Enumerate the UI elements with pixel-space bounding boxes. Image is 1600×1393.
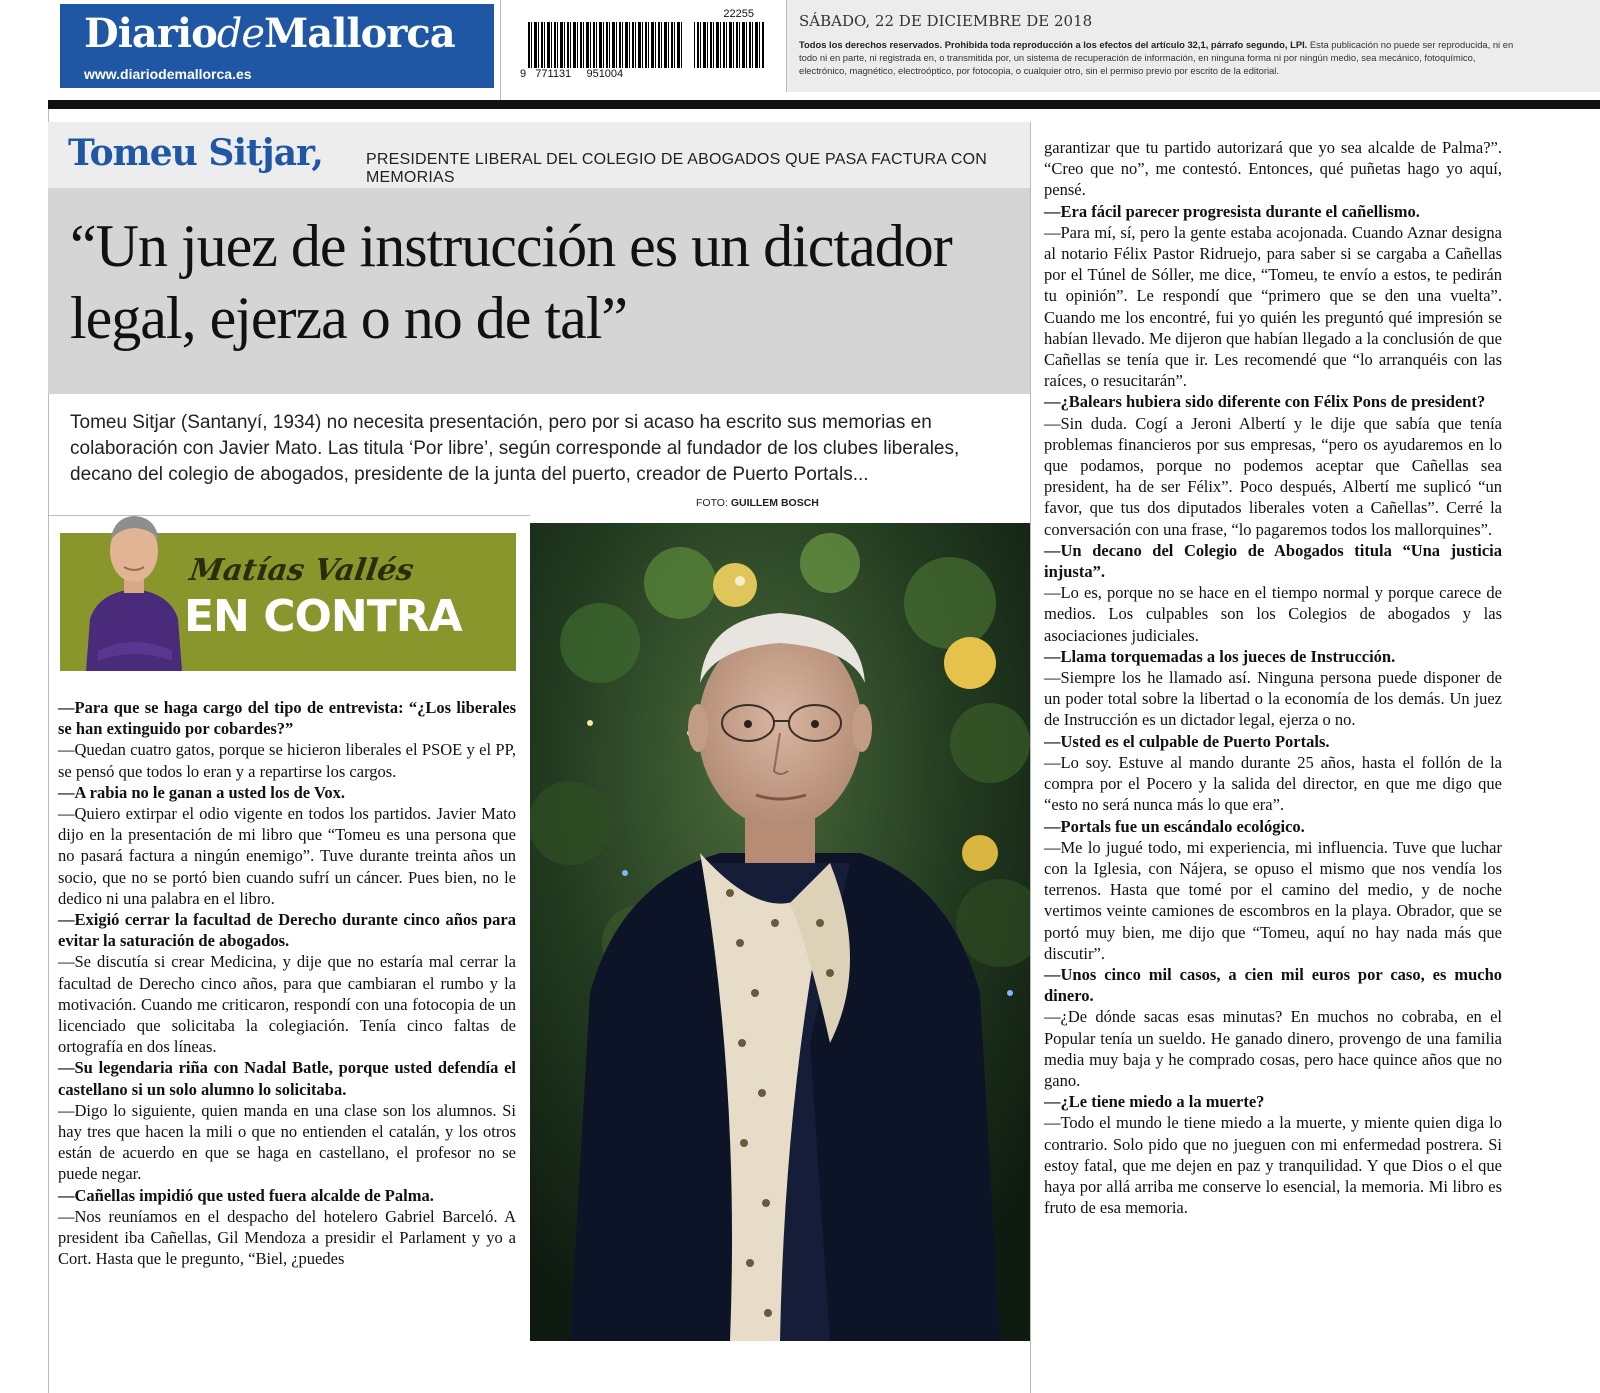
question: —Llama torquemadas a los jueces de Instrucción. [1044, 646, 1396, 666]
interview-column-1 [58, 697, 516, 1269]
answer: —Lo es, porque no se hace en el tiempo normal y porque carece de medios. Los culpables son los Colegios de abogados y las asociaciones judiciales. [1044, 583, 1502, 645]
answer: garantizar que tu partido autorizará que yo sea alcalde de Palma?”. “Creo que no”, me contestó. Entonces, qué puñetas hago yo aquí, pensé. [1044, 138, 1502, 200]
answer: —Todo el mundo le tiene miedo a la muerte, y miente quien diga lo contrario. Solo pido que no jueguen con mi enfermedad postrera. Si estoy fatal, que me dejen en paz y tranquilidad. Y que Dios o el que haya por allá arriba me conserve lo esencial, la memoria. Mi libro es fruto de esa memoria. [1044, 1113, 1502, 1218]
question: —Exigió cerrar la facultad de Derecho durante cinco años para evitar la saturación de abogados. [58, 910, 516, 951]
barcode-addon-number: 22255 [723, 8, 754, 20]
columnist-name: Matías Vallés [187, 553, 416, 588]
question: —¿Le tiene miedo a la muerte? [1044, 1092, 1265, 1112]
answer: —Quiero extirpar el odio vigente en todos los partidos. Javier Mato dijo en la presentación de mi libro que “Tomeu es una persona que no pasará factura a ningún enemigo”. Tuve durante treinta años un socio, que no se portó bien cuando sufrí un cáncer. Pues bien, no le dedico ni una palabra en el libro. [58, 804, 516, 908]
barcode [520, 8, 768, 82]
photo-credit: FOTO: GUILLEM BOSCH [696, 497, 819, 509]
answer: —Lo soy. Estuve al mando durante 25 años, hasta el follón de la compra por el Pocero y la salida del director, en que me digo que “esto no será nunca más lo que era”. [1044, 752, 1502, 815]
answer: —Nos reuníamos en el despacho del hotelero Gabriel Barceló. A president iba Cañellas, Gil Mendoza a presidir el Parlament y yo a Cort. Hasta que le pregunto, “Biel, ¿puedes [58, 1206, 516, 1269]
answer: —¿De dónde sacas esas minutas? En muchos no cobraba, en el Popular tenía un sueldo. He ganado dinero, provengo de una familia media muy baja y he comprado cosas, pero hace quince años que no gano. [1044, 1007, 1502, 1090]
column-title: EN CONTRA [184, 591, 462, 642]
question: —¿Balears hubiera sido diferente con Félix Pons de president? [1044, 392, 1486, 412]
question: —Un decano del Colegio de Abogados titula “Una justicia injusta”. [1044, 540, 1502, 582]
columnist-portrait [80, 501, 188, 671]
answer: —Digo lo siguiente, quien manda en una clase son los alumnos. Si hay tres que hacen la mili o que no entienden el catalán, y los otros están de acuerdo en que se haga en castellano, el profesor no se puede negar. [58, 1100, 516, 1184]
answer: —Quedan cuatro gatos, porque se hicieron liberales el PSOE y el PP, se pensó que todos lo eran y a repartirse los cargos. [58, 740, 516, 781]
masthead-rule [48, 100, 1600, 109]
question: —Unos cinco mil casos, a cien mil euros por caso, es mucho dinero. [1044, 964, 1502, 1006]
masthead-info [786, 0, 1600, 92]
column-header [60, 533, 516, 671]
question: —Usted es el culpable de Puerto Portals. [1044, 731, 1330, 751]
name-band [48, 122, 1030, 188]
barcode-bars-icon [528, 22, 764, 68]
question: —Su legendaria riña con Nadal Batle, porque usted defendía el castellano si un solo alumno lo solicitaba. [58, 1058, 516, 1099]
question: —A rabia no le ganan a usted los de Vox. [58, 782, 345, 802]
headline-quote: “Un juez de instrucción es un dictador legal, ejerza o no de tal” [70, 213, 952, 351]
barcode-number: 9 771131 951004 [520, 68, 624, 80]
logo-url[interactable]: www.diariodemallorca.es [84, 66, 252, 82]
photographer-name: GUILLEM BOSCH [730, 497, 819, 509]
photo-illustration [530, 523, 1030, 1341]
copyright-notice [799, 38, 1519, 77]
logo-title: DiariodeMallorca [84, 10, 455, 57]
question: —Portals fue un escándalo ecológico. [1044, 816, 1305, 836]
interview-column-2 [1044, 137, 1502, 1218]
column-divider [1030, 122, 1031, 1393]
answer: —Se discutía si crear Medicina, y dije que no estaría mal cerrar la facultad de Derecho cinco años, para que cambiaran el rumbo y la motivación. Cuando me criticaron, respondí con una fotocopia de un licenciado que solicitaba la colegiación. Tenía cinco faltas de ortografía en dos líneas. [58, 952, 516, 1057]
copyright-bold: Todos los derechos reservados. Prohibida toda reproducción a los efectos del artículo 32,1, párrafo segundo, LPI. [799, 39, 1308, 50]
copyright-text: Esta publicación no puede ser reproducida, ni en todo ni en parte, ni registrada en, o transmitida por, un sistema de recuperación de información, en ninguna forma ni por ningún medio, sea mecánico, fotoquímico, electrónico, magnético, electroóptico, por fotocopia, o cualquier otro, sin el permiso previo por escrito de la editorial. [799, 39, 1514, 76]
question: —Para que se haga cargo del tipo de entrevista: “¿Los liberales se han extinguido por cobardes?” [58, 698, 516, 739]
masthead-logo-area [48, 0, 501, 100]
answer: —Me lo jugué todo, mi experiencia, mi influencia. Tuve que luchar con la Iglesia, con Nájera, se opuso el mismo que nos vendía los terrenos. Hasta que tomé por el camino del medio, y de noche vertimos veinte camiones de escombros en la playa. Obrador, que se portó muy bien, me dijo que “Tomeu, aquí no hay nada más que discutir”. [1044, 837, 1502, 963]
newspaper-logo[interactable] [60, 4, 494, 88]
answer: —Sin duda. Cogí a Jeroni Albertí y le dije que sabía que tenía problemas financieros por sus empresas, “pero os ayudaremos en lo que podamos, porque no podemos aceptar que Cañellas sea president, ha de ser Félix”. Poco después, Albertí me suplicó “un favor, que tus dos diputados liberales voten a Cañellas”. Cerré la conversación con una frase, “lo pagaremos todos los mallorquines”. [1044, 413, 1502, 539]
issue-date: SÁBADO, 22 DE DICIEMBRE DE 2018 [799, 12, 1093, 30]
question: —Cañellas impidió que usted fuera alcalde de Palma. [58, 1185, 434, 1205]
interviewee-name: Tomeu Sitjar, [68, 132, 323, 174]
article-intro: Tomeu Sitjar (Santanyí, 1934) no necesita presentación, pero por si acaso ha escrito sus memorias en colaboración con Javier Mato. Las titula ‘Por libre’, según corresponde al fundador de los clubes liberales, decano del colegio de abogados, presidente de la junta del puerto, creador de Puerto Portals... [70, 412, 960, 485]
answer: —Siempre los he llamado así. Ninguna persona puede disponer de un poder total sobre la libertad o la economía de los demás. Un juez de Instrucción es un dictador legal, ejerza o no. [1044, 668, 1502, 730]
question: —Era fácil parecer progresista durante el cañellismo. [1044, 201, 1420, 221]
interviewee-photo [530, 523, 1030, 1341]
answer: —Para mí, sí, pero la gente estaba acojonada. Cuando Aznar designa al notario Félix Pastor Ridruejo, para saber si se cargaba a Cañellas por el Túnel de Sóller, me dice, “Tomeu, te envío a estos, te pedirán tu opinión”. Le respondí que “primero que se den una vuelta”. Cuando me los encontré, fui yo quién les preguntó qué impresión se habían llevado. Me dijeron que habían llegado a la conclusión de que Cañellas se tenía que ir. Les recomendé que “lo arranquéis con las raíces, o resucitarán”. [1044, 222, 1502, 391]
interviewee-description: PRESIDENTE LIBERAL DEL COLEGIO DE ABOGADOS QUE PASA FACTURA CON MEMORIAS [366, 151, 988, 186]
